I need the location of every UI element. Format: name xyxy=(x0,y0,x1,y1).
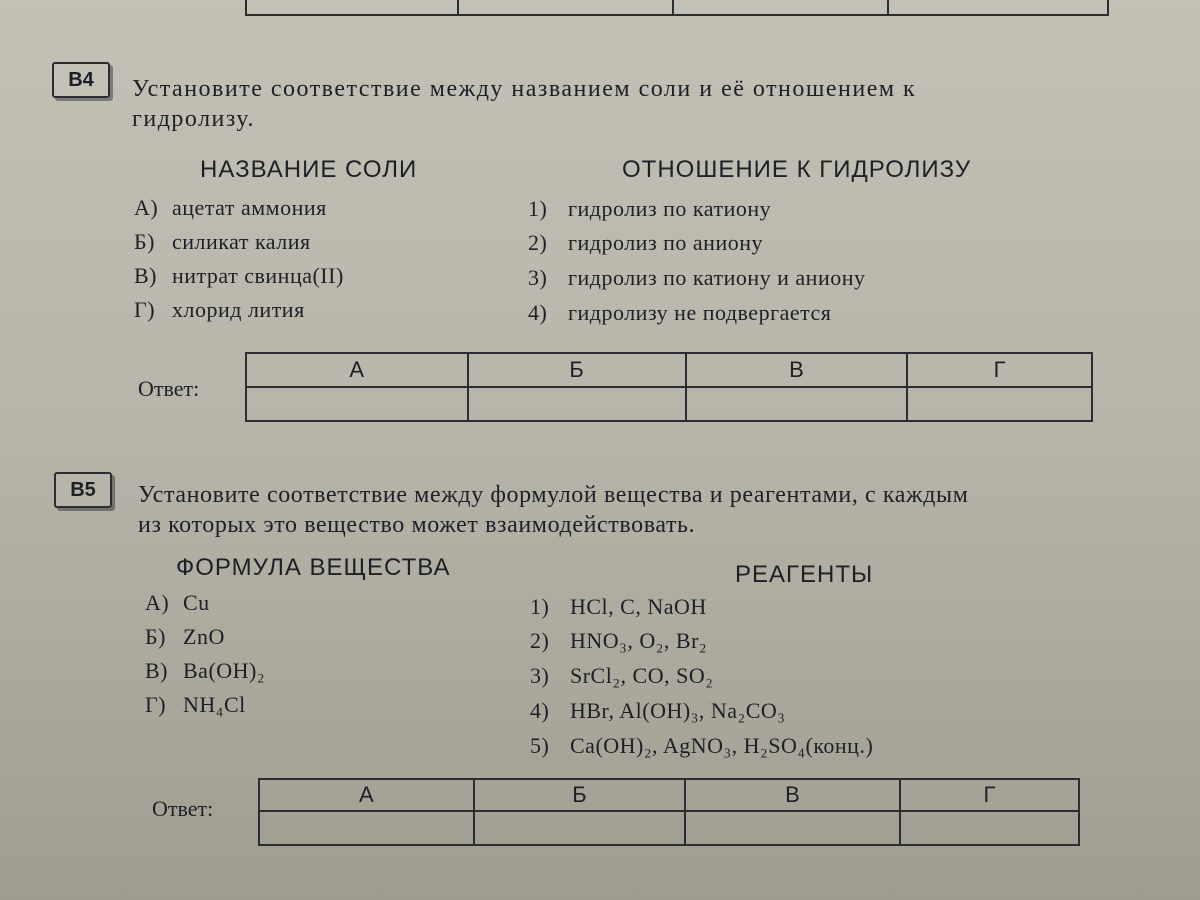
b4-question-line2: гидролизу. xyxy=(132,106,255,132)
b5-right-item xyxy=(530,594,707,620)
b5-answer-cell-a[interactable] xyxy=(259,811,474,845)
b5-right-text: SrCl₂, CO, SO₂ xyxy=(570,663,714,688)
b5-answer-header-a: А xyxy=(259,779,474,811)
b4-answer-table xyxy=(245,352,1093,422)
b4-answer-label: Ответ: xyxy=(138,376,200,401)
b4-left-header: НАЗВАНИЕ СОЛИ xyxy=(200,156,418,183)
b5-answer-table xyxy=(258,778,1080,846)
b5-right-item xyxy=(530,698,785,724)
b4-answer-header-g: Г xyxy=(907,353,1092,387)
b5-left-item xyxy=(145,590,210,616)
b4-answer-cell-a[interactable] xyxy=(246,387,468,421)
b5-left-text: ZnO xyxy=(183,624,225,649)
b5-left-label: В) xyxy=(145,658,168,683)
b5-right-item xyxy=(530,733,873,759)
b5-right-label: 1) xyxy=(530,594,550,619)
b4-answer-header-b: Б xyxy=(468,353,686,387)
b5-question-line2: из которых это вещество может взаимодействовать. xyxy=(138,512,696,538)
b5-left-label: Б) xyxy=(145,624,166,649)
b5-answer-cell-v[interactable] xyxy=(685,811,900,845)
b4-left-item xyxy=(134,263,344,289)
b4-answer-header-a: А xyxy=(246,353,468,387)
b5-right-text: HNO₃, O₂, Br₂ xyxy=(570,628,708,653)
b4-answer-cell-v[interactable] xyxy=(686,387,908,421)
b5-left-item xyxy=(145,658,265,684)
b5-left-label: Г) xyxy=(145,692,167,717)
b5-answer-header-b: Б xyxy=(474,779,685,811)
b4-left-label: Б) xyxy=(134,229,155,254)
b4-left-text: нитрат свинца(II) xyxy=(172,263,344,288)
b5-answer-cell-b[interactable] xyxy=(474,811,685,845)
b4-left-text: ацетат аммония xyxy=(172,195,327,220)
previous-answer-table-edge xyxy=(245,0,1109,16)
b5-right-text: HBr, Al(OH)₃, Na₂CO₃ xyxy=(570,698,786,723)
b4-left-item xyxy=(134,229,311,255)
b4-right-text: гидролиз по катиону xyxy=(568,196,772,221)
b5-answer-cell-g[interactable] xyxy=(900,811,1079,845)
task-tag-b4: B4 xyxy=(52,62,110,98)
b5-left-header: ФОРМУЛА ВЕЩЕСТВА xyxy=(176,554,451,581)
b4-right-item xyxy=(528,300,831,326)
b5-right-header: РЕАГЕНТЫ xyxy=(735,561,874,588)
b5-left-item xyxy=(145,624,225,650)
b5-left-text: Ba(OH)₂ xyxy=(183,658,266,683)
b5-left-item xyxy=(145,692,246,718)
b4-answer-header-v: В xyxy=(686,353,908,387)
b4-answer-cell-g[interactable] xyxy=(907,387,1092,421)
b4-question-line1: Установите соответствие между названием соли и её отношением к xyxy=(132,76,917,102)
b4-answer-cell-b[interactable] xyxy=(468,387,686,421)
b5-right-text: Ca(OH)₂, AgNO₃, H₂SO₄(конц.) xyxy=(570,733,874,758)
b5-right-item xyxy=(530,663,713,689)
b5-right-label: 3) xyxy=(530,663,550,688)
b4-left-item xyxy=(134,297,305,323)
b5-answer-header-v: В xyxy=(685,779,900,811)
b5-right-item xyxy=(530,628,707,654)
b5-answer-header-g: Г xyxy=(900,779,1079,811)
b5-question-line1: Установите соответствие между формулой вещества и реагентами, с каждым xyxy=(138,482,969,508)
b4-left-label: А) xyxy=(134,195,159,220)
b4-right-item xyxy=(528,230,763,256)
b5-left-text: Cu xyxy=(183,590,210,615)
b4-question xyxy=(132,74,1112,134)
b5-left-label: А) xyxy=(145,590,170,615)
b4-left-label: Г) xyxy=(134,297,156,322)
b4-right-label: 3) xyxy=(528,265,548,290)
b4-right-text: гидролиз по аниону xyxy=(568,230,764,255)
b5-question xyxy=(138,480,1118,540)
b4-right-header: ОТНОШЕНИЕ К ГИДРОЛИЗУ xyxy=(622,156,972,183)
b5-right-label: 4) xyxy=(530,698,550,723)
b5-right-label: 5) xyxy=(530,733,550,758)
b4-left-label: В) xyxy=(134,263,157,288)
b4-right-item xyxy=(528,196,771,222)
b4-right-item xyxy=(528,265,866,291)
b4-left-text: силикат калия xyxy=(172,229,311,254)
b4-right-label: 1) xyxy=(528,196,548,221)
b5-right-text: HCl, C, NaOH xyxy=(570,594,707,619)
b5-answer-label: Ответ: xyxy=(152,796,214,821)
b4-right-label: 2) xyxy=(528,230,548,255)
b5-right-label: 2) xyxy=(530,628,550,653)
b4-left-item xyxy=(134,195,327,221)
b4-right-label: 4) xyxy=(528,300,548,325)
b4-right-text: гидролизу не подвергается xyxy=(568,300,832,325)
b5-left-text: NH₄Cl xyxy=(183,692,246,717)
b4-right-text: гидролиз по катиону и аниону xyxy=(568,265,866,290)
task-tag-b5: B5 xyxy=(54,472,112,508)
b4-left-text: хлорид лития xyxy=(172,297,305,322)
